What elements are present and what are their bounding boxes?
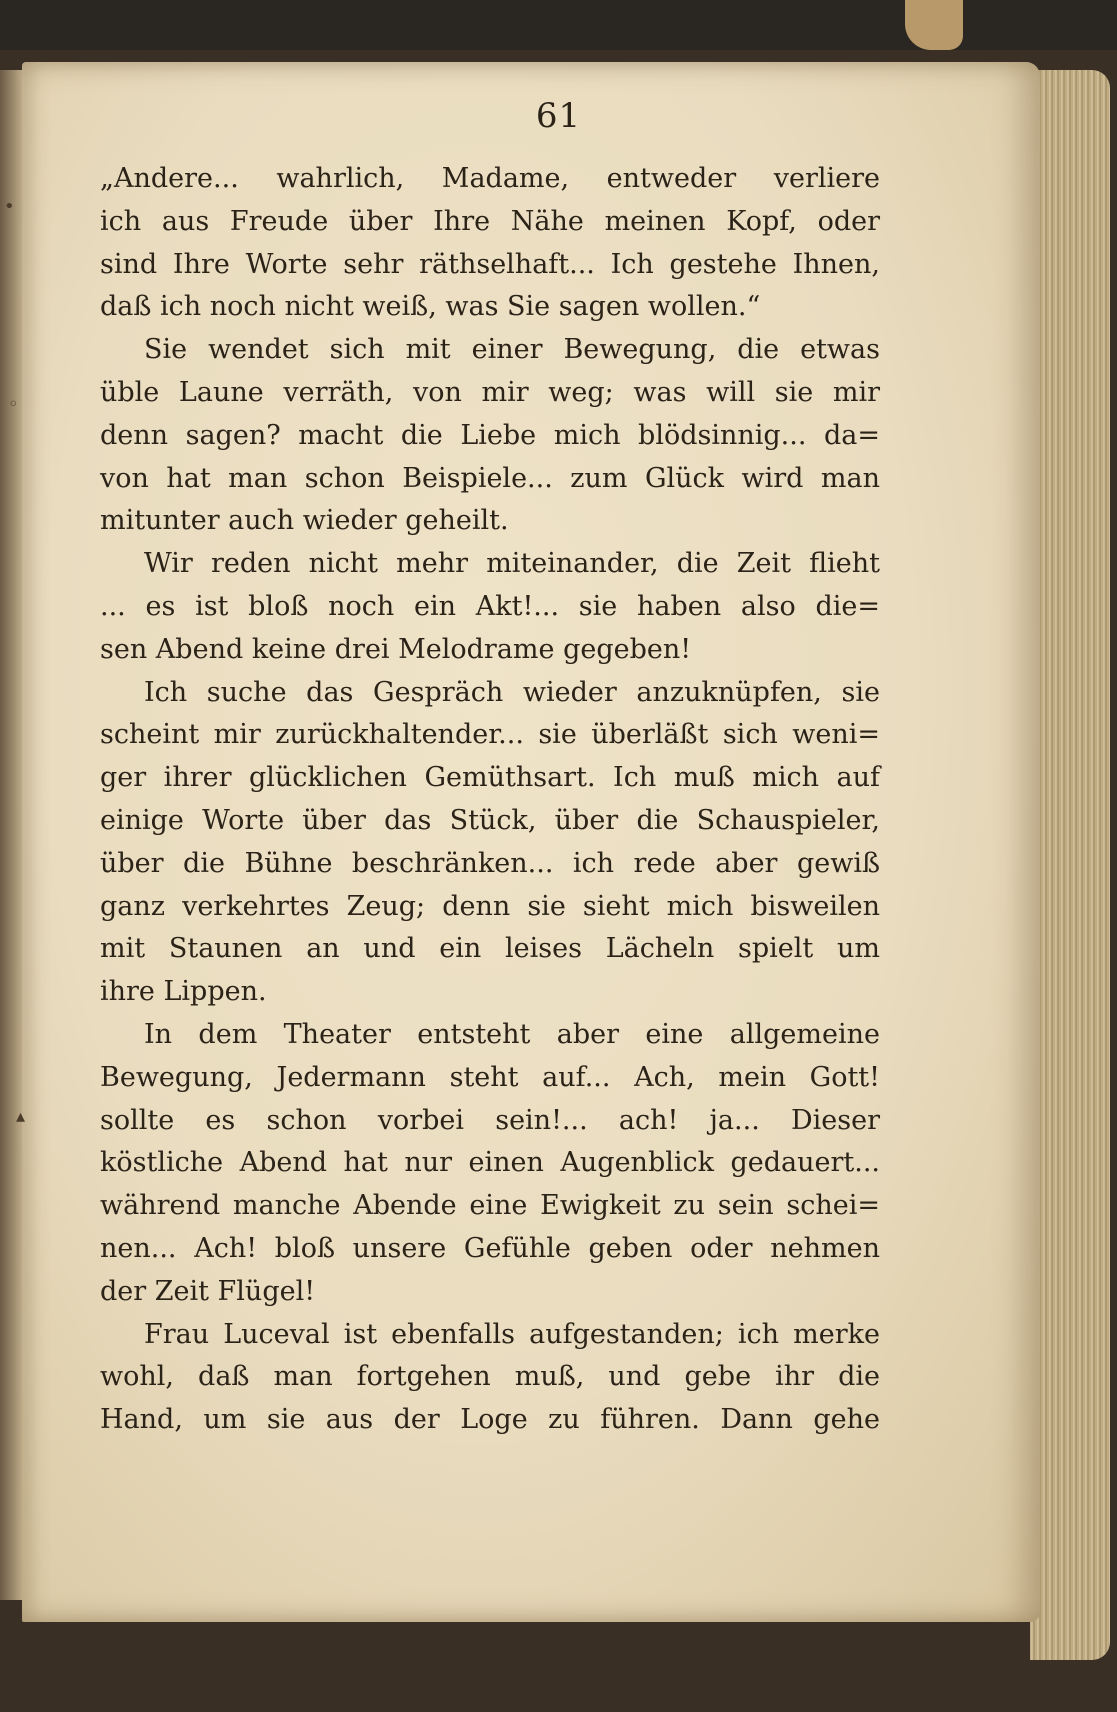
page-stack-edge	[1030, 70, 1110, 1660]
text-line: der Zeit Flügel!	[100, 1275, 316, 1307]
text-line: sollte es schon vorbei sein!... ach! ja... Dieser	[100, 1104, 880, 1136]
page-number: 61	[535, 96, 582, 136]
margin-mark-icon: •	[4, 196, 15, 217]
text-line: „Andere... wahrlich, Madame, entweder verliere	[100, 163, 880, 194]
text-line: mitunter auch wieder geheilt.	[100, 505, 509, 537]
text-line: einige Worte über das Stück, über die Schauspieler,	[100, 804, 880, 836]
text-line: Sie wendet sich mit einer Bewegung, die etwas	[144, 334, 880, 366]
text-line: Frau Luceval ist ebenfalls aufgestanden; ich merke	[144, 1318, 880, 1350]
text-line: Hand, um sie aus der Loge zu führen. Dann gehe	[100, 1404, 880, 1436]
text-line: scheint mir zurückhaltender... sie überläßt sich weni=	[100, 719, 880, 751]
text-line: üble Laune verräth, von mir weg; was will sie mir	[100, 376, 880, 408]
body-text	[100, 158, 880, 1442]
text-line: köstliche Abend hat nur einen Augenblick gedauert...	[100, 1147, 880, 1179]
text-line: denn sagen? macht die Liebe mich blödsinnig... da=	[100, 419, 880, 451]
text-line: In dem Theater entsteht aber eine allgemeine	[144, 1018, 880, 1050]
text-line: über die Bühne beschränken... ich rede aber gewiß	[100, 847, 880, 879]
text-line: ich aus Freude über Ihre Nähe meinen Kopf, oder	[100, 205, 880, 237]
text-line: sind Ihre Worte sehr räthselhaft... Ich gestehe Ihnen,	[100, 248, 880, 280]
text-line: während manche Abende eine Ewigkeit zu sein schei=	[100, 1190, 880, 1222]
margin-mark-icon: ◦	[8, 394, 19, 415]
text-line: von hat man schon Beispiele... zum Glück wird man	[100, 462, 880, 494]
text-line: Ich suche das Gespräch wieder anzuknüpfen, sie	[144, 676, 880, 708]
text-line: ... es ist bloß noch ein Akt!... sie haben also die=	[100, 590, 880, 622]
text-line: ger ihrer glücklichen Gemüthsart. Ich muß mich auf	[100, 762, 880, 794]
text-line: daß ich noch nicht weiß, was Sie sagen wollen.“	[100, 291, 761, 323]
text-line: sen Abend keine drei Melodrame gegeben!	[100, 633, 692, 665]
margin-mark-icon: ▴	[16, 1106, 26, 1127]
text-line: ganz verkehrtes Zeug; denn sie sieht mich bisweilen	[100, 890, 880, 922]
text-line: Wir reden nicht mehr miteinander, die Zeit flieht	[144, 548, 880, 580]
text-line: Bewegung, Jedermann steht auf... Ach, mein Gott!	[100, 1061, 880, 1093]
text-line: mit Staunen an und ein leises Lächeln spielt um	[100, 933, 880, 965]
torn-page-corner	[905, 0, 963, 50]
text-line: nen... Ach! bloß unsere Gefühle geben oder nehmen	[100, 1232, 880, 1264]
text-line: wohl, daß man fortgehen muß, und gebe ihr die	[100, 1361, 880, 1393]
text-line: ihre Lippen.	[100, 976, 267, 1008]
